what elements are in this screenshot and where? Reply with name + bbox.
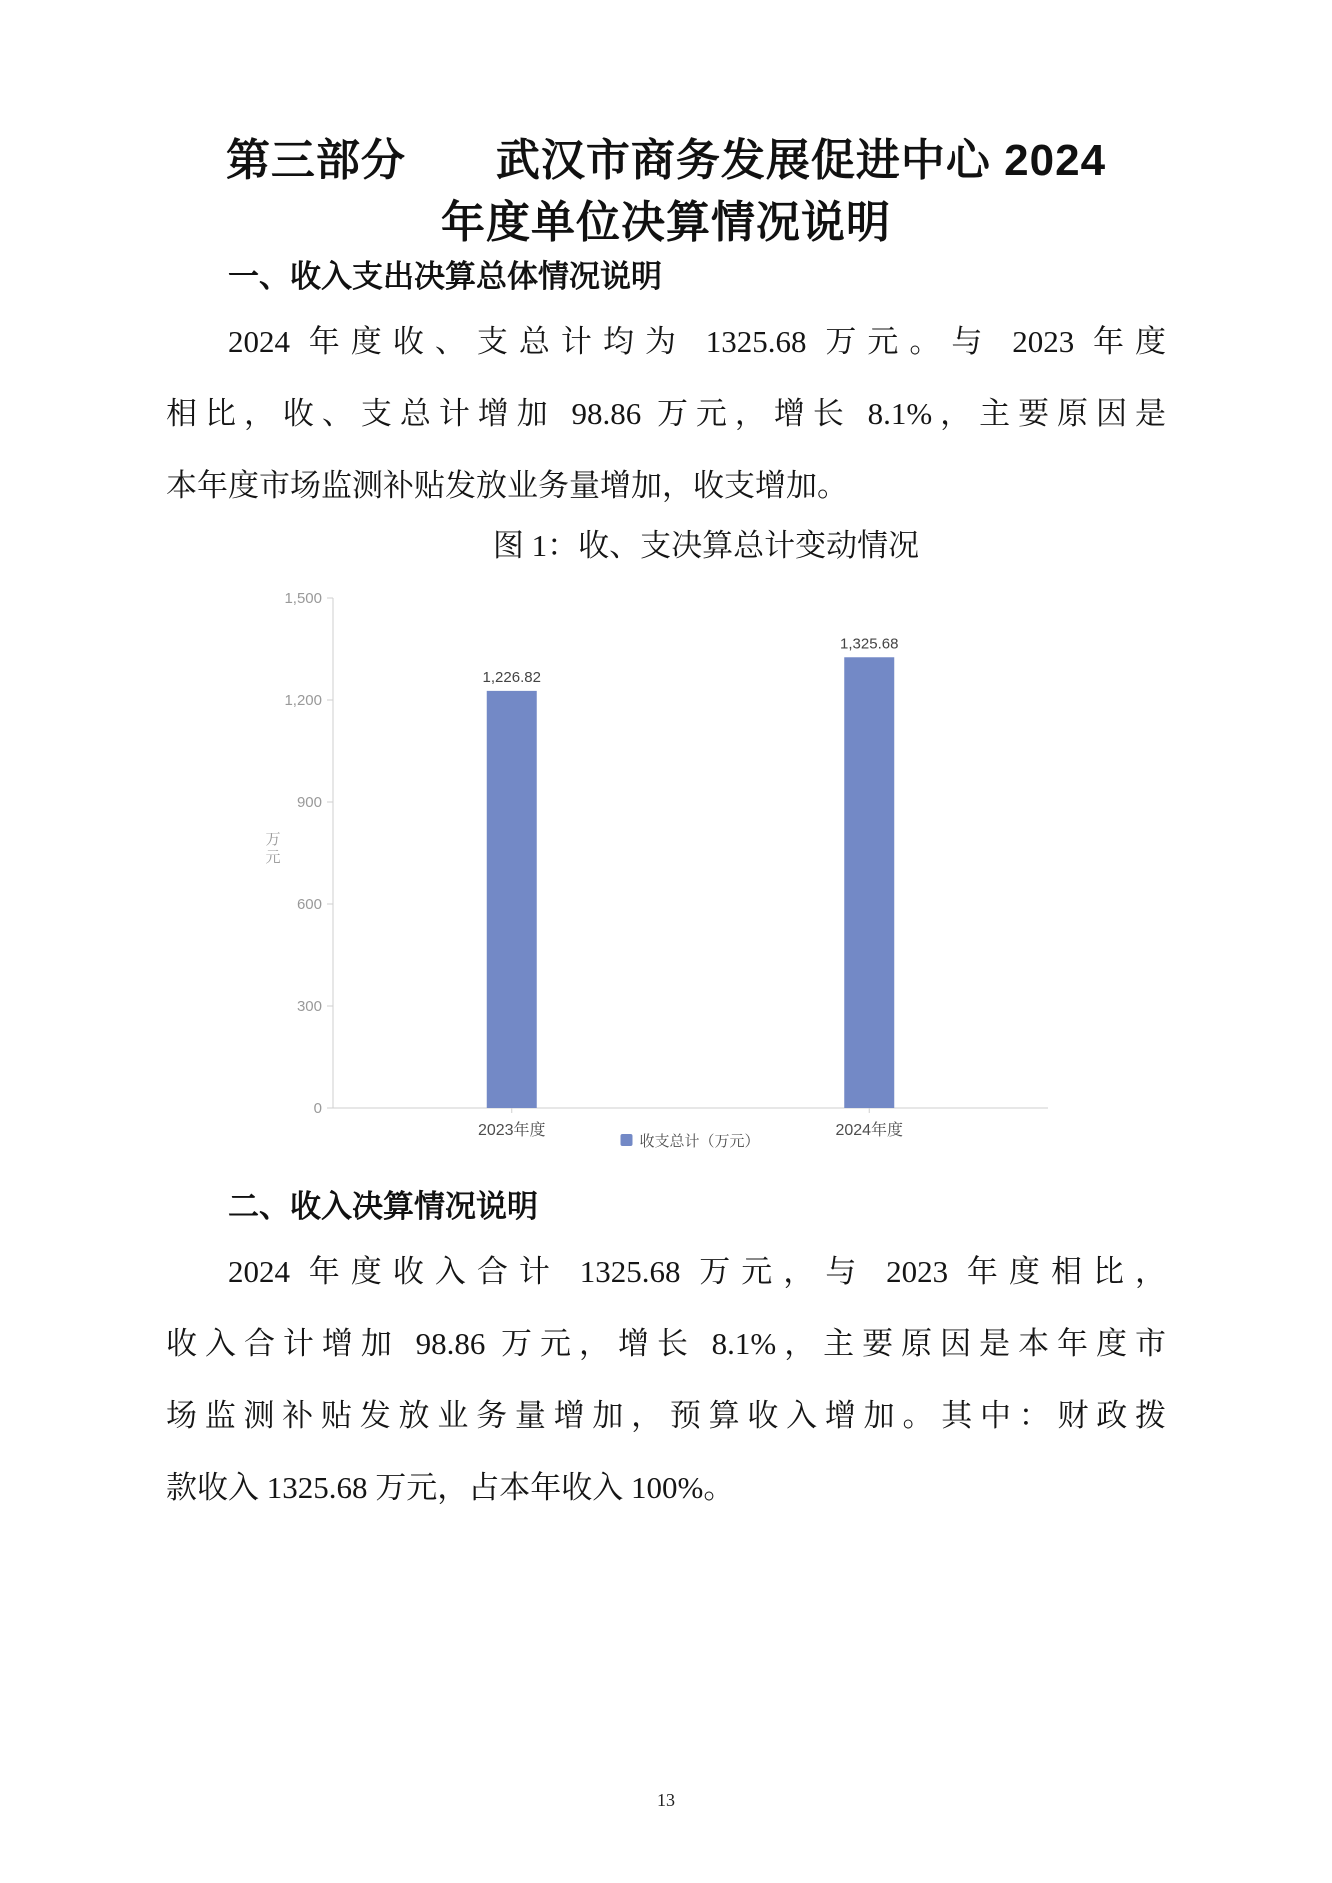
paragraph-line: 本年度市场监测补贴发放业务量增加，收支增加。 bbox=[166, 468, 848, 503]
y-tick-label: 900 bbox=[296, 794, 322, 811]
legend-marker bbox=[621, 1134, 633, 1146]
document-title bbox=[0, 130, 1332, 254]
y-tick-label: 0 bbox=[313, 1100, 322, 1117]
figure1-caption: 图 1：收、支决算总计变动情况 bbox=[492, 528, 920, 563]
legend-label: 收支总计（万元） bbox=[639, 1133, 760, 1150]
paragraph-line: 2024 年度收入合计 1325.68 万元，与 2023 年度相比， bbox=[228, 1254, 1166, 1289]
bar-2024年度 bbox=[844, 657, 894, 1108]
y-axis-title: 万 bbox=[265, 831, 281, 848]
section1-paragraph bbox=[166, 306, 1166, 522]
paragraph-line: 款收入 1325.68 万元，占本年收入 100%。 bbox=[166, 1470, 735, 1505]
section1-heading: 一、收入支出决算总体情况说明 bbox=[228, 259, 662, 294]
x-category-label: 2023年度 bbox=[477, 1122, 546, 1139]
bar-2023年度 bbox=[487, 691, 537, 1108]
paragraph-line: 相比，收、支总计增加 98.86 万元，增长 8.1%，主要原因是 bbox=[166, 396, 1166, 431]
y-tick-label: 300 bbox=[296, 998, 322, 1015]
section2-paragraph bbox=[166, 1236, 1166, 1524]
bar-chart-canvas bbox=[215, 584, 1125, 1184]
y-tick-label: 1,200 bbox=[284, 692, 322, 709]
y-tick-label: 600 bbox=[296, 896, 322, 913]
paragraph-line: 场监测补贴发放业务量增加，预算收入增加。其中：财政拨 bbox=[166, 1398, 1166, 1433]
page-number: 13 bbox=[657, 1790, 675, 1810]
section2-heading: 二、收入决算情况说明 bbox=[228, 1189, 538, 1224]
paragraph-line: 2024 年度收、支总计均为 1325.68 万元。与 2023 年度 bbox=[228, 324, 1166, 359]
document-title-line2: 年度单位决算情况说明 bbox=[441, 198, 891, 247]
bar-value-label: 1,226.82 bbox=[482, 668, 541, 686]
bar-value-label: 1,325.68 bbox=[840, 635, 899, 653]
figure1-bar-chart bbox=[215, 584, 1125, 1184]
paragraph-line: 收入合计增加 98.86 万元，增长 8.1%，主要原因是本年度市 bbox=[166, 1326, 1166, 1361]
x-category-label: 2024年度 bbox=[835, 1122, 904, 1139]
y-tick-label: 1,500 bbox=[284, 590, 322, 607]
content-column bbox=[166, 254, 1166, 1524]
y-axis-title: 元 bbox=[265, 849, 281, 866]
document-title-line1: 第三部分 武汉市商务发展促进中心 2024 bbox=[225, 136, 1107, 185]
